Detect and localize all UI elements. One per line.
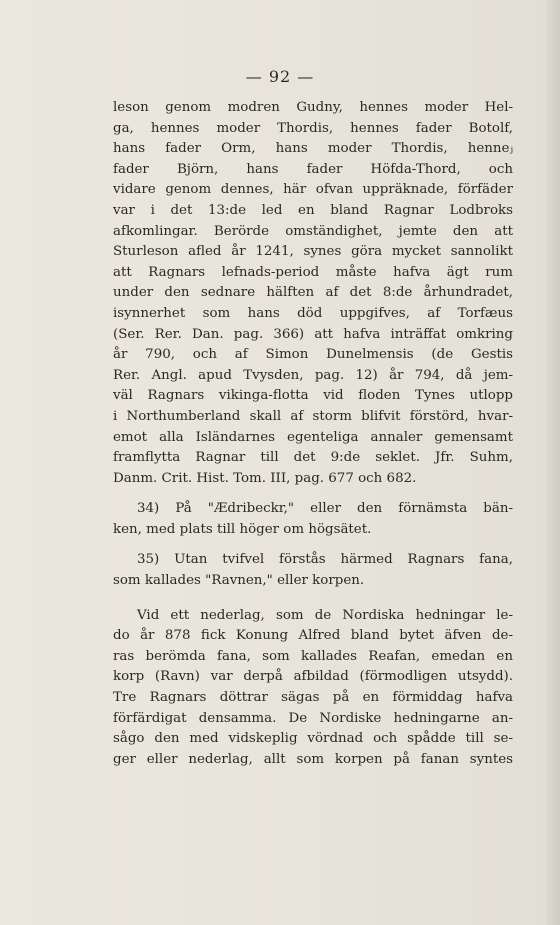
text-line: Danm. Crit. Hist. Tom. III, pag. 677 och 682.	[113, 470, 417, 486]
paragraph-line: do år 878 fick Konung Alfred bland bytet äfven de-	[113, 628, 513, 644]
paragraph-line: ger eller nederlag, allt som korpen på fanan syntes	[113, 751, 513, 767]
text-line: i Northumberland skall af storm blifvit förstörd, hvar-	[113, 408, 513, 424]
text-line: vidare genom dennes, här ofvan uppräknade, förfäder	[113, 182, 513, 198]
text-line: var i det 13:de led en bland Ragnar Lodbroks	[113, 202, 513, 218]
text-line: att Ragnars lefnads-period måste hafva ägt rum	[113, 264, 513, 280]
paragraph-line: sågo den med vidskeplig vördnad och spådde till se-	[113, 731, 513, 747]
note-35-line: 35) Utan tvifvel förstås härmed Ragnars fana,	[137, 552, 513, 568]
paragraph-line: korp (Ravn) var derpå afbildad (förmodligen utsydd).	[113, 669, 513, 685]
text-line: (Ser. Rer. Dan. pag. 366) att hafva inträffat omkring	[113, 326, 513, 342]
text-line: ga, hennes moder Thordis, hennes fader Botolf,	[113, 120, 513, 136]
paragraph-line: Vid ett nederlag, som de Nordiska hedningar le-	[137, 607, 513, 623]
text-line: emot alla Isländarnes egenteliga annaler gemensamt	[113, 429, 513, 445]
text-line: leson genom modren Gudny, hennes moder Hel-	[113, 100, 513, 115]
text-line: framflytta Ragnar till det 9:de seklet. Jfr. Suhm,	[113, 450, 513, 466]
text-line: Rer. Angl. apud Tvysden, pag. 12) år 794, då jem-	[113, 367, 513, 383]
page-edge	[546, 0, 560, 925]
text-line: fader Björn, hans fader Höfda-Thord, och	[113, 161, 513, 177]
spacer	[113, 540, 513, 550]
text-line: under den sednare hälften af det 8:de århundradet,	[113, 285, 513, 301]
text-line: hans fader Orm, hans moder Thordis, henneⱼ	[113, 141, 513, 157]
text-line: afkomlingar. Berörde omständighet, jemte den att	[113, 223, 513, 239]
body-text	[113, 98, 513, 770]
paragraph-line: ras berömda fana, som kallades Reafan, emedan en	[113, 648, 513, 664]
text-line: år 790, och af Simon Dunelmensis (de Gestis	[113, 347, 513, 363]
note-35-line: som kallades "Ravnen," eller korpen.	[113, 573, 365, 589]
paragraph-line: Tre Ragnars döttrar sägas på en förmiddag hafva	[113, 690, 513, 706]
note-34-line: 34) På "Ædribeckr," eller den förnämsta bän-	[137, 501, 513, 517]
page-number: — 92 —	[245, 67, 315, 86]
spacer	[113, 592, 513, 606]
paragraph-line: förfärdigat densamma. De Nordiske hedningarne an-	[113, 710, 513, 726]
spacer	[113, 489, 513, 499]
text-line: Sturleson afled år 1241, synes göra mycket sannolikt	[113, 244, 513, 260]
note-34-line: ken, med plats till höger om högsätet.	[113, 521, 372, 537]
text-line: isynnerhet som hans död uppgifves, af Torfæus	[113, 305, 513, 321]
text-line: väl Ragnars vikinga-flotta vid floden Tynes utlopp	[113, 388, 513, 404]
